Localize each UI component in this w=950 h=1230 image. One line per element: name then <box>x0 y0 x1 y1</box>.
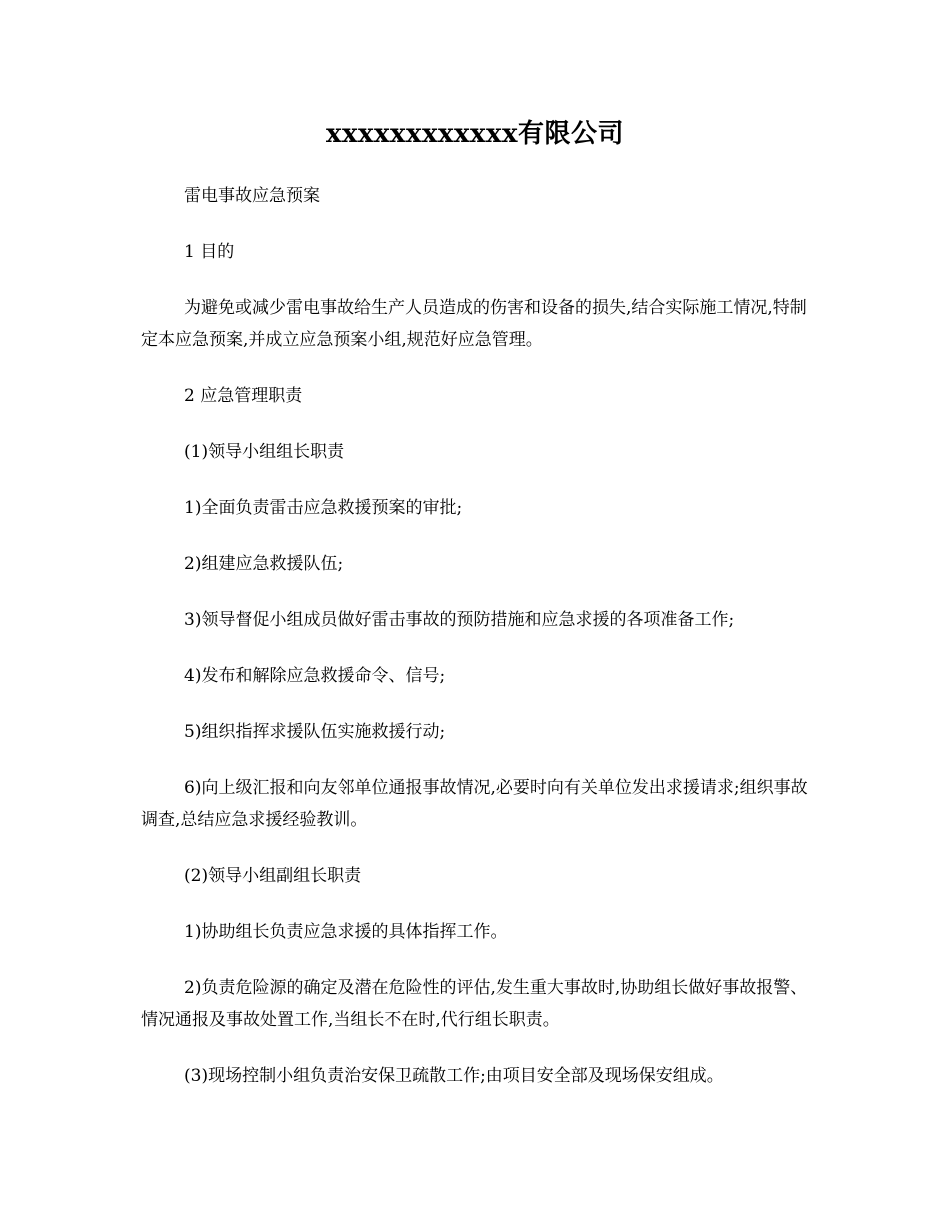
list-item: 1)全面负责雷击应急救援预案的审批; <box>184 498 463 518</box>
list-item: 2)负责危险源的确定及潜在危险性的评估,发生重大事故时,协助组长做好事故报警、情况通报及事故处置工作,当组长不在时,代行组长职责。 <box>141 978 808 1030</box>
section-heading: 2 应急管理职责 <box>184 386 303 406</box>
subsection-heading: (2)领导小组副组长职责 <box>184 866 362 886</box>
document-title: xxxxxxxxxxxx有限公司 <box>325 119 624 149</box>
section-heading: 1 目的 <box>184 242 235 262</box>
list-item: 5)组织指挥求援队伍实施救援行动; <box>184 722 446 742</box>
subsection-heading: (3)现场控制小组负责治安保卫疏散工作;由项目安全部及现场保安组成。 <box>184 1066 724 1086</box>
document-body <box>141 180 811 1092</box>
list-item: 2)组建应急救援队伍; <box>184 554 344 574</box>
list-item: 3)领导督促小组成员做好雷击事故的预防措施和应急求援的各项准备工作; <box>184 610 735 630</box>
paragraph: 为避免或减少雷电事故给生产人员造成的伤害和设备的损失,结合实际施工情况,特制定本应急预案,并成立应急预案小组,规范好应急管理。 <box>141 298 807 350</box>
list-item: 1)协助组长负责应急求援的具体指挥工作。 <box>184 922 508 942</box>
subsection-heading: (1)领导小组组长职责 <box>184 442 345 462</box>
list-item: 4)发布和解除应急救援命令、信号; <box>184 666 446 686</box>
list-item: 6)向上级汇报和向友邻单位通报事故情况,必要时向有关单位发出求援请求;组织事故调查,总结应急求援经验教训。 <box>141 778 808 830</box>
section-heading: 雷电事故应急预案 <box>184 186 320 206</box>
